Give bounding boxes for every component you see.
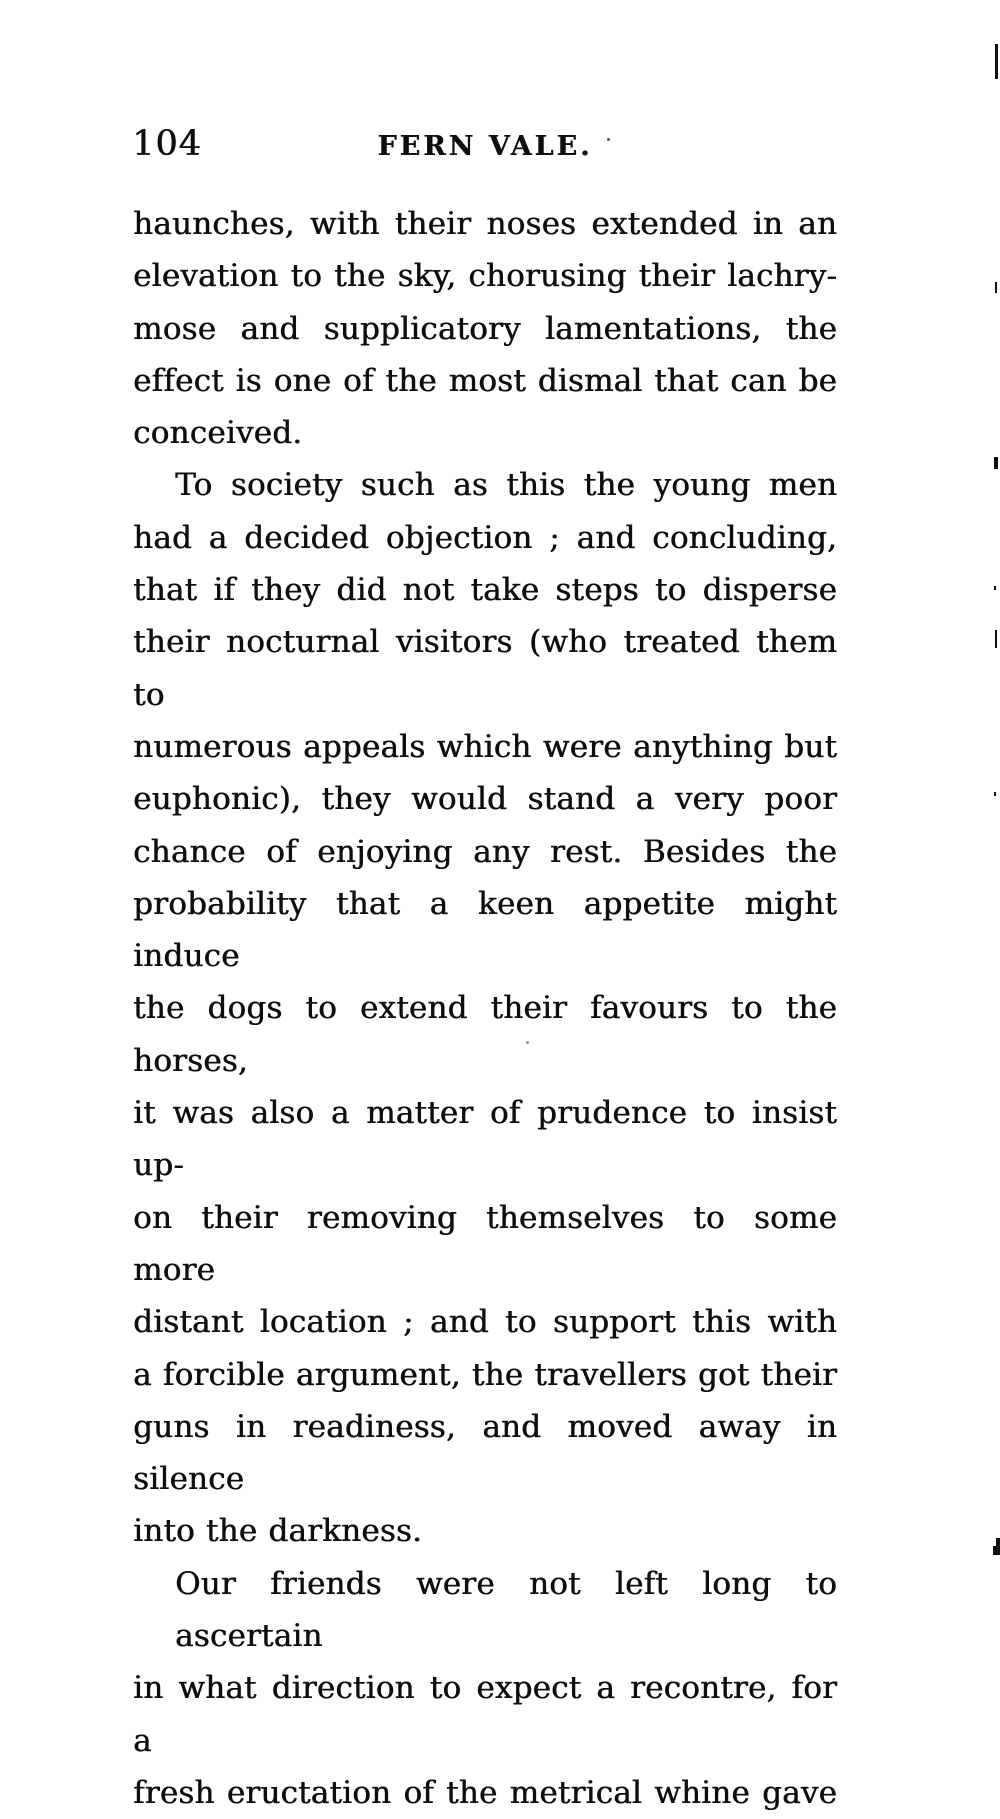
text-line: numerous appeals which were anything but bbox=[133, 728, 837, 765]
ink-mark bbox=[993, 1546, 1000, 1555]
text-line: haunches, with their noses extended in an bbox=[133, 206, 837, 242]
text-line: guns in readiness, and moved away in silence bbox=[133, 1408, 837, 1498]
ink-mark bbox=[995, 630, 997, 648]
ink-mark bbox=[994, 457, 998, 469]
text-line: their nocturnal visitors (who treated them to bbox=[133, 624, 837, 713]
paper-speck bbox=[526, 1041, 529, 1044]
text-line: it was also a matter of prudence to insist up- bbox=[133, 1095, 837, 1184]
running-title: FERN VALE. bbox=[377, 131, 593, 162]
ink-mark bbox=[995, 282, 997, 293]
text-line: conceived. bbox=[133, 415, 303, 452]
text-line: distant location ; and to support this with bbox=[133, 1304, 837, 1341]
text-line: into the darkness. bbox=[133, 1513, 422, 1550]
text-line: the dogs to extend their favours to the horses, bbox=[133, 990, 837, 1079]
text-line: Our friends were not left long to ascertain bbox=[175, 1565, 837, 1655]
text-line: in what direction to expect a recontre, for a bbox=[133, 1670, 837, 1759]
text-line: effect is one of the most dismal that can be bbox=[133, 362, 837, 399]
page-text bbox=[133, 198, 837, 1819]
text-line: that if they did not take steps to disperse bbox=[133, 572, 837, 609]
text-line: To society such as this the young men bbox=[175, 467, 837, 504]
text-line: a forcible argument, the travellers got their bbox=[133, 1356, 837, 1393]
page-number: 104 bbox=[132, 124, 202, 164]
paper-speck bbox=[607, 138, 610, 141]
text-line: euphonic), they would stand a very poor bbox=[133, 781, 837, 818]
ink-mark bbox=[994, 586, 996, 590]
ink-mark bbox=[994, 792, 996, 796]
text-line: elevation to the sky, chorusing their lachry- bbox=[133, 258, 837, 295]
text-line: probability that a keen appetite might induce bbox=[133, 885, 837, 975]
text-line: mose and supplicatory lamentations, the bbox=[133, 310, 837, 347]
text-line: fresh eructation of the metrical whine gave bbox=[133, 1774, 837, 1811]
text-line: on their removing themselves to some more bbox=[133, 1199, 837, 1288]
ink-mark bbox=[995, 44, 998, 79]
text-line: chance of enjoying any rest. Besides the bbox=[133, 833, 837, 870]
text-line: had a decided objection ; and concluding, bbox=[133, 519, 837, 556]
